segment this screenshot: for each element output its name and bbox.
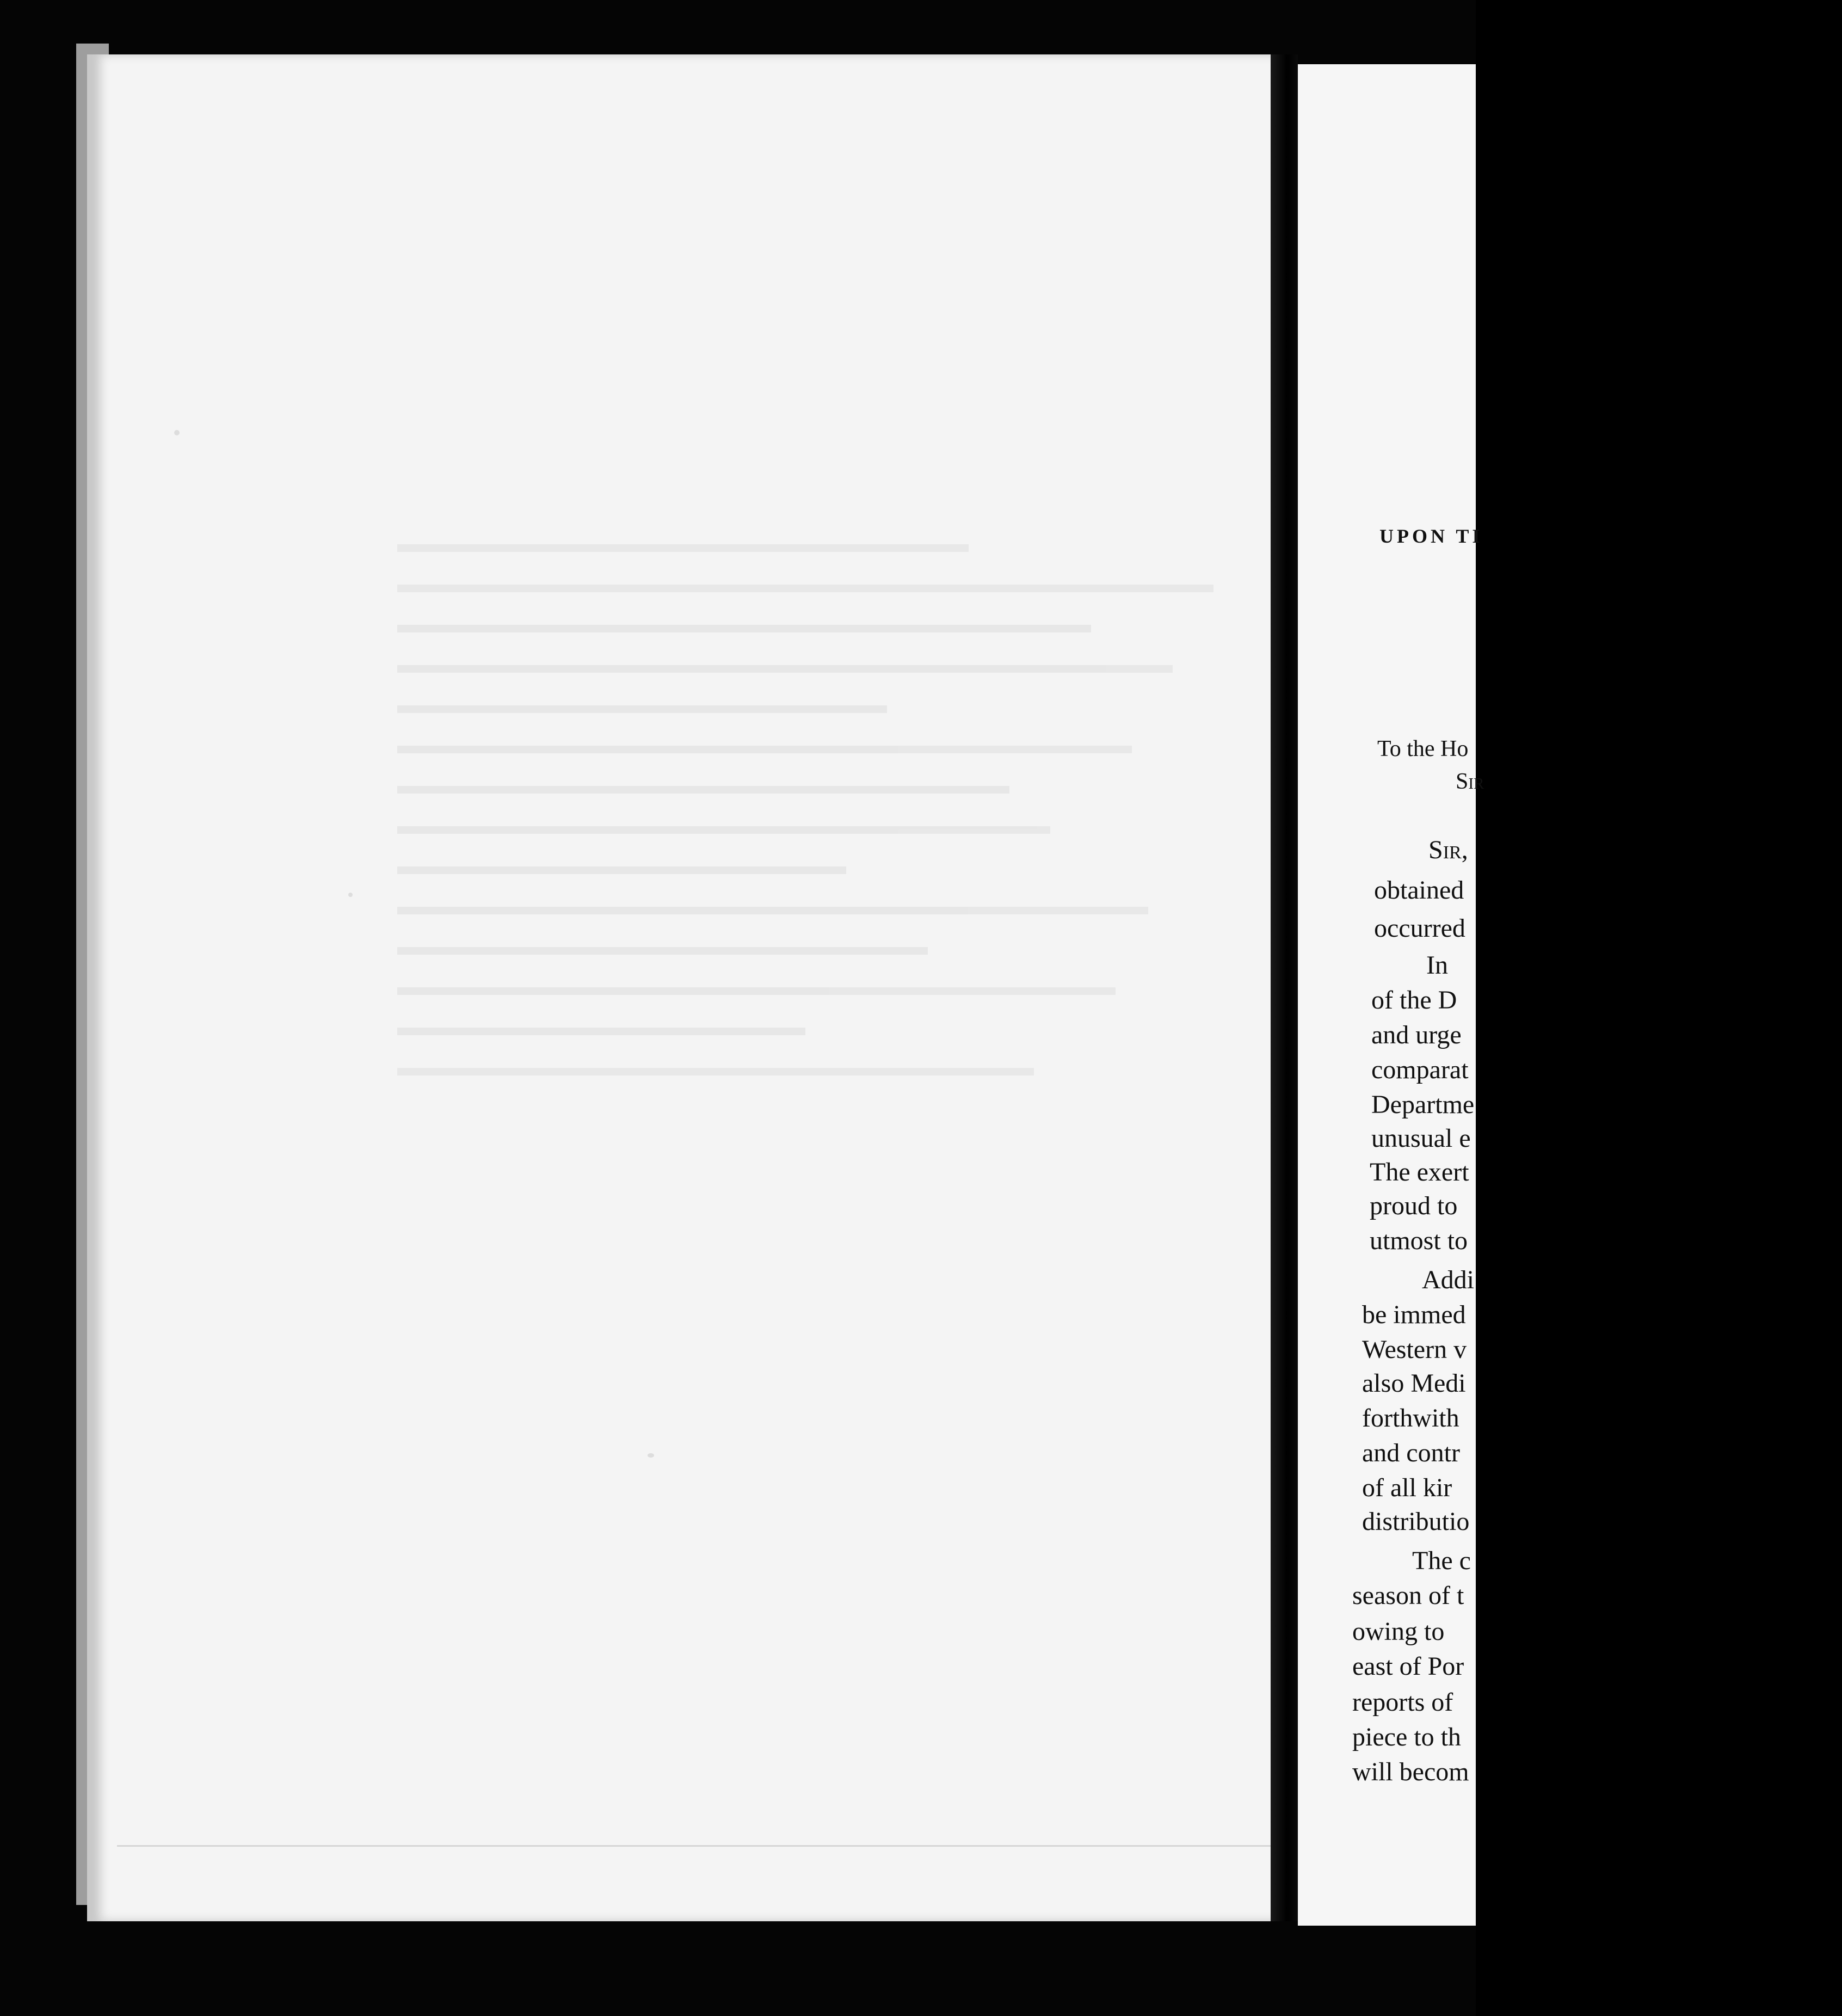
page-speck [174,430,180,435]
address-line-2: Sir [1456,769,1484,794]
text-line: The c [1412,1546,1471,1575]
text-line: occurred [1374,914,1465,943]
text-line: and contr [1362,1439,1460,1467]
text-line: Sir, [1428,835,1468,864]
left-blank-page [87,54,1279,1921]
right-page [1298,64,1484,1926]
text-line: utmost to [1370,1226,1468,1255]
text-line: reports of [1352,1688,1453,1717]
text-line: Departme [1371,1090,1475,1119]
text-line: unusual e [1371,1124,1471,1153]
text-line: and urge [1371,1021,1462,1049]
left-page-bottom-edge [117,1845,1276,1923]
book-gutter [1271,54,1298,1921]
text-line: will becom [1352,1757,1469,1786]
text-line: also Medi [1362,1369,1466,1398]
text-line: of the D [1371,986,1457,1015]
text-line: owing to [1352,1617,1445,1646]
right-page-text [1298,64,1842,1926]
address-line-1: To the Ho [1377,736,1469,761]
page-heading: UPON TI [1379,525,1483,547]
text-line: obtained [1374,876,1464,905]
text-line: distributio [1362,1507,1470,1536]
text-line: Western v [1362,1335,1467,1364]
page-speck [648,1453,654,1458]
text-line: season of t [1352,1581,1464,1610]
text-line: forthwith [1362,1404,1459,1433]
text-line: of all kir [1362,1473,1452,1502]
text-line: comparat [1371,1055,1469,1084]
text-line: be immed [1362,1300,1466,1329]
page-speck [348,893,353,897]
show-through-text [397,544,1213,1361]
text-line: The exert [1370,1158,1469,1187]
text-line: east of Por [1352,1652,1464,1681]
text-line: piece to th [1352,1723,1461,1751]
text-line: In [1426,951,1448,980]
text-line: proud to [1370,1191,1458,1220]
text-line: Addi [1422,1265,1474,1294]
